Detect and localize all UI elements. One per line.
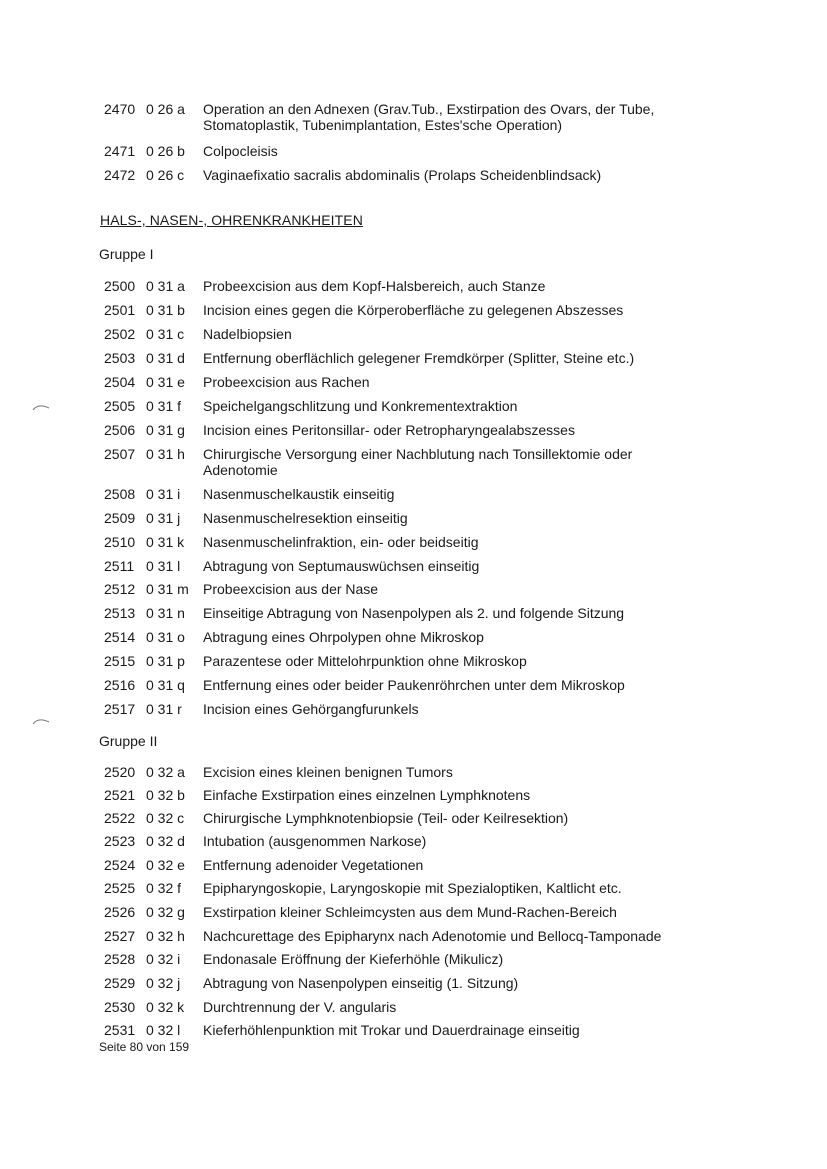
entry-code: 0 32 f bbox=[146, 880, 182, 896]
entry-description: Nachcurettage des Epipharynx nach Adenotomie und Bellocq-Tamponade bbox=[203, 928, 662, 944]
entry-description: Abtragung von Nasenpolypen einseitig (1. Sitzung) bbox=[203, 975, 519, 991]
entry-description: Nasenmuschelresektion einseitig bbox=[203, 510, 408, 526]
entry-code: 0 31 g bbox=[146, 422, 185, 438]
entry-code: 0 31 b bbox=[146, 302, 185, 318]
entry-number: 2507 bbox=[104, 446, 136, 462]
entry-code: 0 31 l bbox=[146, 558, 181, 574]
entry-code: 0 31 r bbox=[146, 701, 182, 717]
entry-number: 2525 bbox=[104, 880, 136, 896]
entry-description: Abtragung eines Ohrpolypen ohne Mikroskop bbox=[203, 629, 484, 645]
entry-number: 2530 bbox=[104, 999, 136, 1015]
entry-code: 0 31 e bbox=[146, 374, 185, 390]
entry-description: Incision eines gegen die Körperoberfläche zu gelegenen Abszesses bbox=[203, 302, 624, 318]
entry-description: Parazentese oder Mittelohrpunktion ohne Mikroskop bbox=[203, 653, 527, 669]
entry-description: Endonasale Eröffnung der Kieferhöhle (Mikulicz) bbox=[203, 951, 504, 967]
entry-description: Nadelbiopsien bbox=[203, 326, 292, 342]
entry-description: Speichelgangschlitzung und Konkrementextraktion bbox=[203, 398, 518, 414]
entry-description: Nasenmuschelinfraktion, ein- oder beidseitig bbox=[203, 534, 479, 550]
entry-code: 0 31 n bbox=[146, 605, 185, 621]
entry-code: 0 32 l bbox=[146, 1022, 181, 1038]
entry-description: Einfache Exstirpation eines einzelnen Lymphknotens bbox=[203, 787, 531, 803]
entry-description: Vaginaefixatio sacralis abdominalis (Prolaps Scheidenblindsack) bbox=[203, 167, 602, 183]
entry-description: Colpocleisis bbox=[203, 143, 278, 159]
entry-description: Incision eines Gehörgangfurunkels bbox=[203, 701, 419, 717]
entry-description: Entfernung oberflächlich gelegener Fremdkörper (Splitter, Steine etc.) bbox=[203, 350, 635, 366]
entry-number: 2471 bbox=[104, 143, 136, 159]
entry-number: 2529 bbox=[104, 975, 136, 991]
entry-description: Epipharyngoskopie, Laryngoskopie mit Spezialoptiken, Kaltlicht etc. bbox=[203, 880, 622, 896]
entry-number: 2501 bbox=[104, 302, 136, 318]
page-footer: Seite 80 von 159 bbox=[99, 1040, 190, 1054]
entry-description: Durchtrennung der V. angularis bbox=[203, 999, 397, 1015]
entry-number: 2505 bbox=[104, 398, 136, 414]
entry-code: 0 32 c bbox=[146, 810, 185, 826]
entry-code: 0 32 e bbox=[146, 857, 185, 873]
entry-code: 0 31 h bbox=[146, 446, 185, 462]
entry-code: 0 32 i bbox=[146, 951, 181, 967]
entry-code: 0 31 q bbox=[146, 677, 185, 693]
entry-number: 2472 bbox=[104, 167, 136, 183]
entry-number: 2517 bbox=[104, 701, 136, 717]
entry-description: Probeexcision aus der Nase bbox=[203, 581, 379, 597]
entry-number: 2523 bbox=[104, 833, 136, 849]
entry-code: 0 26 c bbox=[146, 167, 185, 183]
entry-description: Excision eines kleinen benignen Tumors bbox=[203, 764, 453, 780]
entry-number: 2520 bbox=[104, 764, 136, 780]
entry-number: 2521 bbox=[104, 787, 136, 803]
entry-description: Einseitige Abtragung von Nasenpolypen als 2. und folgende Sitzung bbox=[203, 605, 625, 621]
entry-code: 0 26 a bbox=[146, 101, 185, 117]
entry-description: Incision eines Peritonsillar- oder Retropharyngealabszesses bbox=[203, 422, 575, 438]
entry-description: Probeexcision aus Rachen bbox=[203, 374, 370, 390]
entry-description: Chirurgische Lymphknotenbiopsie (Teil- oder Keilresektion) bbox=[203, 810, 569, 826]
entry-code: 0 26 b bbox=[146, 143, 185, 159]
entry-code: 0 31 k bbox=[146, 534, 185, 550]
entry-code: 0 31 f bbox=[146, 398, 182, 414]
entry-number: 2522 bbox=[104, 810, 136, 826]
entry-number: 2527 bbox=[104, 928, 136, 944]
entry-number: 2526 bbox=[104, 904, 136, 920]
group-label: Gruppe II bbox=[99, 733, 158, 749]
group-label: Gruppe I bbox=[99, 246, 154, 262]
section-heading: HALS-, NASEN-, OHRENKRANKHEITEN bbox=[100, 212, 363, 228]
entry-description: Abtragung von Septumauswüchsen einseitig bbox=[203, 558, 480, 574]
entry-code: 0 31 m bbox=[146, 581, 189, 597]
entry-number: 2509 bbox=[104, 510, 136, 526]
entry-number: 2514 bbox=[104, 629, 136, 645]
entry-description: Entfernung adenoider Vegetationen bbox=[203, 857, 424, 873]
entry-description: Exstirpation kleiner Schleimcysten aus dem Mund-Rachen-Bereich bbox=[203, 904, 617, 920]
scan-mark-icon bbox=[32, 402, 50, 412]
entry-number: 2528 bbox=[104, 951, 136, 967]
entry-code: 0 31 c bbox=[146, 326, 185, 342]
entry-description: Entfernung eines oder beider Paukenröhrchen unter dem Mikroskop bbox=[203, 677, 625, 693]
entry-description: Chirurgische Versorgung einer Nachblutung nach Tonsillektomie oder Adenotomie bbox=[203, 446, 633, 478]
entry-number: 2506 bbox=[104, 422, 136, 438]
entry-code: 0 31 o bbox=[146, 629, 185, 645]
entry-number: 2531 bbox=[104, 1022, 136, 1038]
entry-number: 2470 bbox=[104, 101, 136, 117]
entry-code: 0 32 g bbox=[146, 904, 185, 920]
entry-code: 0 31 d bbox=[146, 350, 185, 366]
entry-code: 0 31 i bbox=[146, 486, 181, 502]
entry-code: 0 32 h bbox=[146, 928, 185, 944]
entry-code: 0 32 b bbox=[146, 787, 185, 803]
entry-description: Operation an den Adnexen (Grav.Tub., Exstirpation des Ovars, der Tube, Stomatoplastik, Tubenimplantation, Estes'sche Operation) bbox=[203, 101, 655, 133]
entry-number: 2513 bbox=[104, 605, 136, 621]
entry-number: 2516 bbox=[104, 677, 136, 693]
entry-code: 0 32 d bbox=[146, 833, 185, 849]
entry-description: Intubation (ausgenommen Narkose) bbox=[203, 833, 427, 849]
entry-code: 0 31 a bbox=[146, 278, 185, 294]
entry-code: 0 31 p bbox=[146, 653, 185, 669]
entry-description: Probeexcision aus dem Kopf-Halsbereich, auch Stanze bbox=[203, 278, 546, 294]
entry-description: Nasenmuschelkaustik einseitig bbox=[203, 486, 395, 502]
entry-number: 2510 bbox=[104, 534, 136, 550]
entry-number: 2511 bbox=[104, 558, 135, 574]
entry-number: 2502 bbox=[104, 326, 136, 342]
entry-code: 0 32 k bbox=[146, 999, 185, 1015]
entry-code: 0 32 a bbox=[146, 764, 185, 780]
scan-mark-icon bbox=[32, 716, 50, 726]
entry-number: 2524 bbox=[104, 857, 136, 873]
entry-number: 2512 bbox=[104, 581, 136, 597]
entry-code: 0 32 j bbox=[146, 975, 181, 991]
entry-number: 2500 bbox=[104, 278, 136, 294]
entry-code: 0 31 j bbox=[146, 510, 181, 526]
entry-description: Kieferhöhlenpunktion mit Trokar und Dauerdrainage einseitig bbox=[203, 1022, 580, 1038]
entry-number: 2503 bbox=[104, 350, 136, 366]
entry-number: 2508 bbox=[104, 486, 136, 502]
entry-number: 2515 bbox=[104, 653, 136, 669]
entry-number: 2504 bbox=[104, 374, 136, 390]
